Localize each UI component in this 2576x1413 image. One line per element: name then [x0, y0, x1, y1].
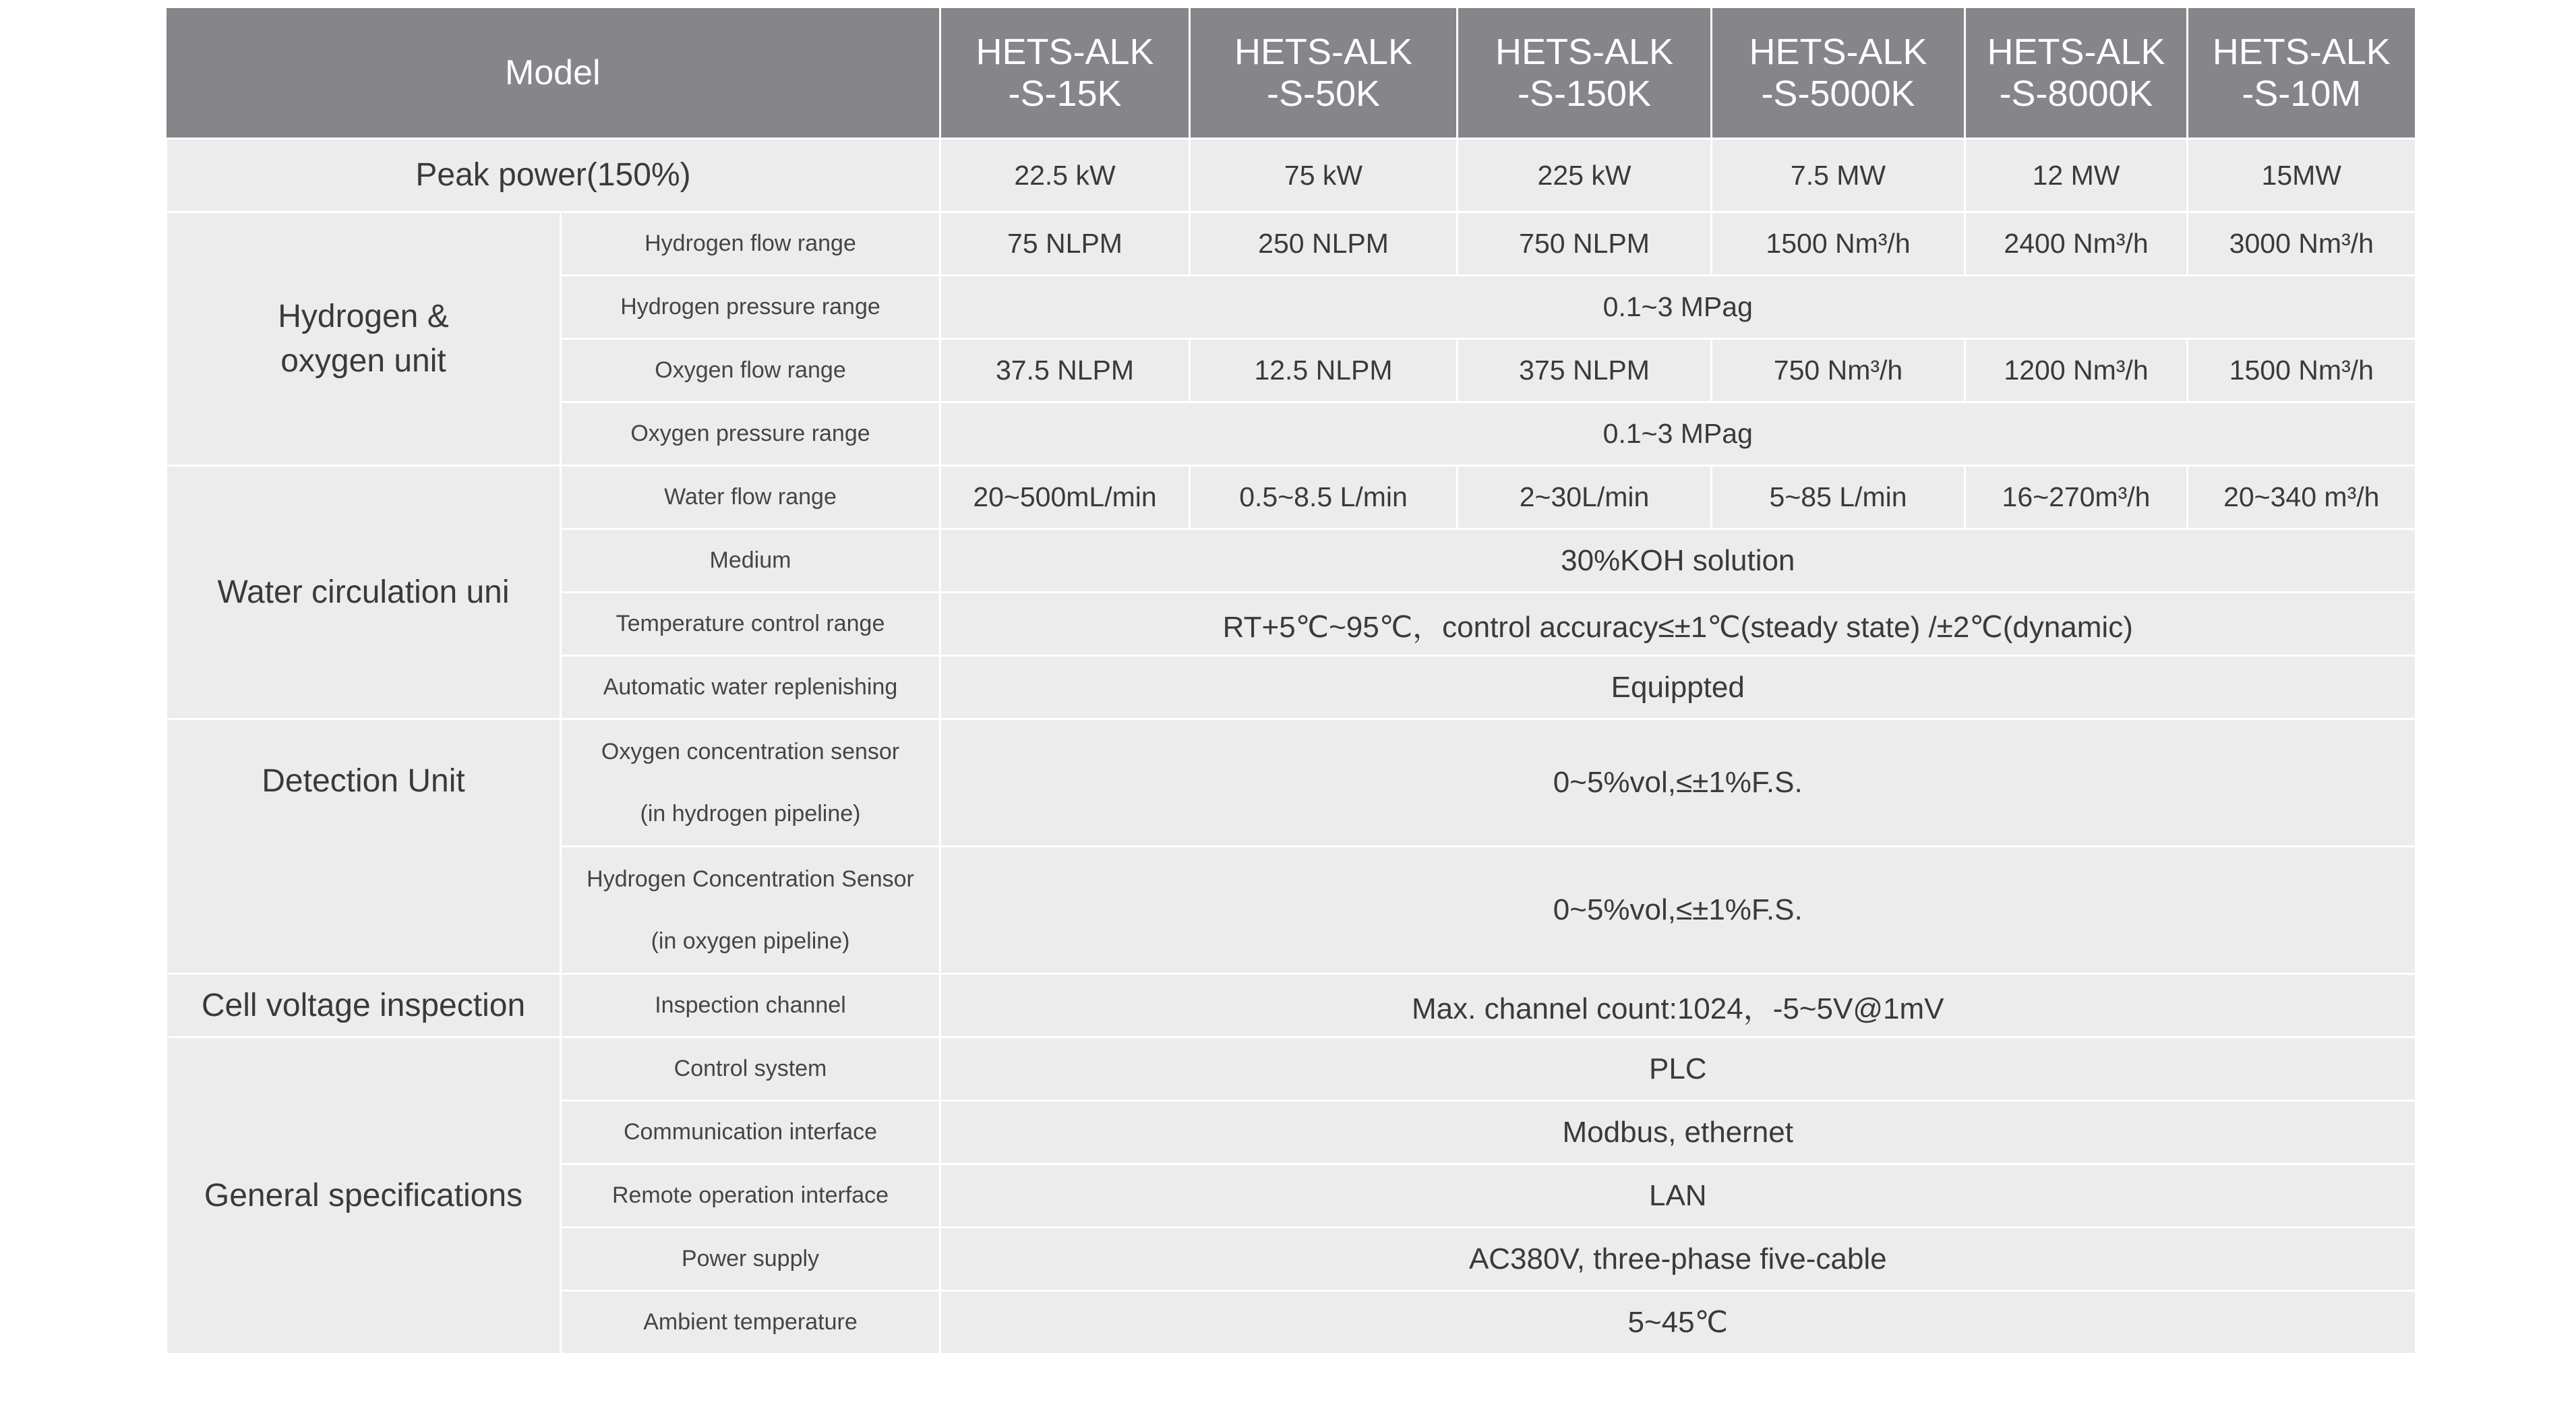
control-system-value: PLC — [940, 1038, 2415, 1101]
model-name-line: HETS-ALK -S-10M — [2212, 32, 2391, 114]
hydrogen-flow-value: 75 NLPM — [940, 212, 1190, 276]
oxygen-pressure-value: 0.1~3 MPag — [940, 402, 2415, 466]
model-name — [1190, 8, 1458, 139]
model-name-line: HETS-ALK -S-15K — [976, 32, 1154, 114]
oxygen-flow-value: 750 Nm³/h — [1712, 339, 1965, 402]
water-circulation-group-label: Water circulation uni — [167, 466, 561, 719]
oxygen-flow-label: Oxygen flow range — [561, 339, 940, 402]
oxygen-pressure-label: Oxygen pressure range — [561, 402, 940, 466]
power-supply-value: AC380V, three-phase five-cable — [940, 1228, 2415, 1291]
header-row — [167, 8, 2415, 139]
water-flow-value: 5~85 L/min — [1712, 466, 1965, 529]
general-specifications-group-label: General specifications — [167, 1038, 561, 1354]
model-name — [940, 8, 1190, 139]
model-name — [1712, 8, 1965, 139]
hydrogen-flow-value: 250 NLPM — [1190, 212, 1458, 276]
detection-group-label: Detection Unit — [167, 719, 561, 974]
oxygen-flow-value: 1200 Nm³/h — [1965, 339, 2188, 402]
communication-value: Modbus, ethernet — [940, 1101, 2415, 1164]
communication-label: Communication interface — [561, 1101, 940, 1164]
hydrogen-flow-label: Hydrogen flow range — [561, 212, 940, 276]
model-header: Model — [167, 8, 940, 139]
peak-power-row — [167, 139, 2415, 212]
control-system-label: Control system — [561, 1038, 940, 1101]
water-flow-value: 2~30L/min — [1458, 466, 1712, 529]
control-system-row — [167, 1038, 2415, 1101]
inspection-channel-value: Max. channel count:1024，-5~5V@1mV — [940, 974, 2415, 1038]
remote-operation-label: Remote operation interface — [561, 1164, 940, 1228]
peak-power-value: 12 MW — [1965, 139, 2188, 212]
oxygen-flow-value: 375 NLPM — [1458, 339, 1712, 402]
peak-power-value: 225 kW — [1458, 139, 1712, 212]
peak-power-value: 22.5 kW — [940, 139, 1190, 212]
cell-voltage-group-label: Cell voltage inspection — [167, 974, 561, 1038]
oxygen-sensor-label — [561, 719, 940, 847]
medium-label: Medium — [561, 529, 940, 593]
model-name — [2188, 8, 2415, 139]
hydrogen-pressure-label: Hydrogen pressure range — [561, 276, 940, 339]
oxygen-flow-value: 1500 Nm³/h — [2188, 339, 2415, 402]
peak-power-label: Peak power(150%) — [167, 139, 940, 212]
hydrogen-flow-value: 750 NLPM — [1458, 212, 1712, 276]
oxygen-sensor-row — [167, 719, 2415, 847]
model-name — [1965, 8, 2188, 139]
hydrogen-sensor-label — [561, 847, 940, 974]
medium-value: 30%KOH solution — [940, 529, 2415, 593]
spec-table-grid — [165, 8, 2415, 1353]
water-flow-value: 20~340 m³/h — [2188, 466, 2415, 529]
hydrogen-sensor-value: 0~5%vol,≤±1%F.S. — [940, 847, 2415, 974]
water-flow-value: 0.5~8.5 L/min — [1190, 466, 1458, 529]
water-flow-value: 20~500mL/min — [940, 466, 1190, 529]
peak-power-value: 7.5 MW — [1712, 139, 1965, 212]
group-label-text: Hydrogen & oxygen unit — [278, 298, 449, 379]
model-name — [1458, 8, 1712, 139]
oxygen-sensor-label-line1: Oxygen concentration sensor — [601, 739, 900, 764]
inspection-channel-label: Inspection channel — [561, 974, 940, 1038]
water-flow-value: 16~270m³/h — [1965, 466, 2188, 529]
power-supply-label: Power supply — [561, 1228, 940, 1291]
temperature-label: Temperature control range — [561, 593, 940, 656]
ambient-temperature-label: Ambient temperature — [561, 1291, 940, 1354]
hydrogen-flow-row — [167, 212, 2415, 276]
temperature-value: RT+5℃~95℃，control accuracy≤±1℃(steady state) /±2℃(dynamic) — [940, 593, 2415, 656]
water-flow-row — [167, 466, 2415, 529]
peak-power-value: 75 kW — [1190, 139, 1458, 212]
hydrogen-flow-value: 1500 Nm³/h — [1712, 212, 1965, 276]
oxygen-sensor-value: 0~5%vol,≤±1%F.S. — [940, 719, 2415, 847]
spec-table — [165, 8, 2414, 1353]
ambient-temperature-value: 5~45℃ — [940, 1291, 2415, 1354]
model-name-line: HETS-ALK -S-50K — [1234, 32, 1413, 114]
cell-voltage-row — [167, 974, 2415, 1038]
hydrogen-sensor-label-line2: (in oxygen pipeline) — [651, 928, 850, 954]
hydrogen-flow-value: 3000 Nm³/h — [2188, 212, 2415, 276]
oxygen-flow-value: 37.5 NLPM — [940, 339, 1190, 402]
hydrogen-pressure-value: 0.1~3 MPag — [940, 276, 2415, 339]
oxygen-sensor-label-line2: (in hydrogen pipeline) — [640, 801, 861, 826]
model-name-line: HETS-ALK -S-5000K — [1749, 32, 1927, 114]
hydrogen-flow-value: 2400 Nm³/h — [1965, 212, 2188, 276]
replenishing-label: Automatic water replenishing — [561, 656, 940, 719]
hydrogen-oxygen-group-label — [167, 212, 561, 466]
hydrogen-sensor-label-line1: Hydrogen Concentration Sensor — [587, 866, 914, 892]
peak-power-value: 15MW — [2188, 139, 2415, 212]
remote-operation-value: LAN — [940, 1164, 2415, 1228]
model-name-line: HETS-ALK -S-150K — [1495, 32, 1674, 114]
replenishing-value: Equippted — [940, 656, 2415, 719]
model-name-line: HETS-ALK -S-8000K — [1987, 32, 2165, 114]
water-flow-label: Water flow range — [561, 466, 940, 529]
oxygen-flow-value: 12.5 NLPM — [1190, 339, 1458, 402]
